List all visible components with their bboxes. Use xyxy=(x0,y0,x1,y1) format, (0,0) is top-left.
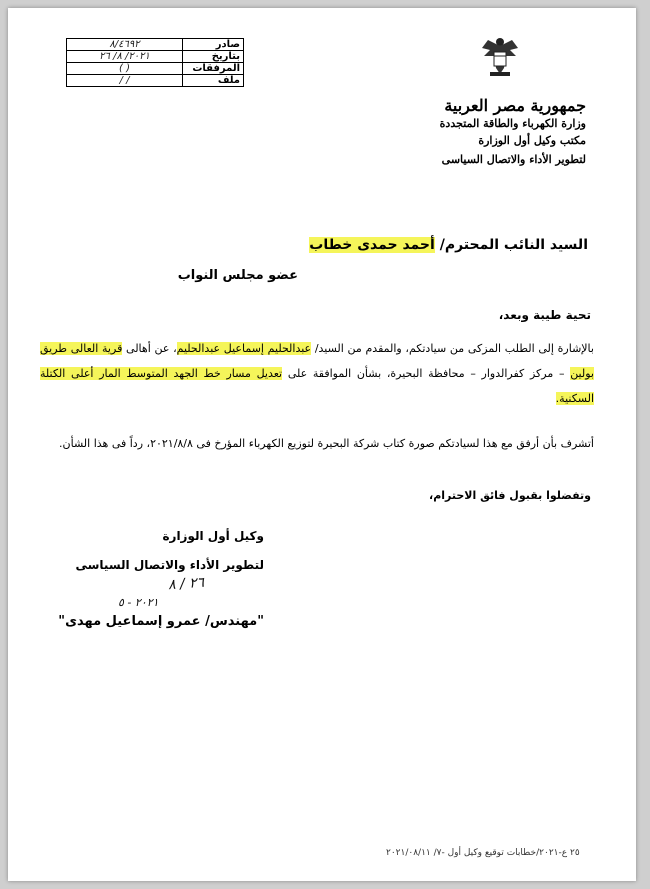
recipient-line xyxy=(309,237,588,253)
eagle-emblem-icon xyxy=(478,34,522,78)
reference-box xyxy=(66,38,244,87)
highlight-subject: تعديل مسار خط الجهد المتوسط المار أعلى الكتلة السكنية. xyxy=(40,367,594,405)
ref-row xyxy=(67,51,244,63)
ref-value: ٨/٤٦٩٢ xyxy=(67,39,183,51)
signatory-department: لتطوير الأداء والاتصال السياسى xyxy=(75,558,264,572)
paragraph-text: ، عن أهالى xyxy=(122,342,177,355)
ref-label: المرفقات xyxy=(183,63,244,75)
paragraph-attachment: أتشرف بأن أرفق مع هذا لسيادتكم صورة كتاب شركة البحيرة لتوزيع الكهرباء المؤرخ فى ٢٠٢١/٨/٨، رداً فى هذا الشأن. xyxy=(59,437,594,450)
ministry-name: وزارة الكهرباء والطاقة المتجددة xyxy=(439,117,586,130)
ref-row xyxy=(67,75,244,87)
greeting: تحية طيبة وبعد، xyxy=(498,308,591,322)
ref-value: ( ) xyxy=(67,63,183,75)
footer-reference: ٢٥ ع-٢٠٢١/خطابات توقيع وكيل أول -٧/ ٢٠٢١/٠٨/١١ xyxy=(386,848,580,858)
paragraph-request xyxy=(40,336,594,411)
recipient-title: السيد النائب المحترم/ xyxy=(439,237,588,253)
office-name: مكتب وكيل أول الوزارة xyxy=(478,134,586,147)
handwritten-date: ٢٦ / ٨ xyxy=(167,574,205,594)
paragraph-text: – مركز كفرالدوار – محافظة البحيرة، بشأن الموافقة على xyxy=(282,367,571,380)
highlight-village: قرية العالى طريق بولين xyxy=(40,342,594,380)
recipient-role: عضو مجلس النواب xyxy=(177,268,298,283)
department-name: لتطوير الأداء والاتصال السياسى xyxy=(441,153,586,166)
ref-row xyxy=(67,63,244,75)
recipient-name: أحمد حمدى خطاب xyxy=(309,237,435,253)
highlight-applicant: عبدالحليم إسماعيل عبدالحليم xyxy=(176,342,312,355)
handwritten-mark: ٢٠٢١ - ٥ xyxy=(118,596,159,609)
ref-value: / / xyxy=(67,75,183,87)
document-page xyxy=(8,8,636,881)
organization-header xyxy=(440,95,586,170)
ref-value: ٢٠٢١/ ٨/ ٢٦ xyxy=(67,51,183,63)
paragraph-text: بالإشارة إلى الطلب المزكى من سيادتكم، والمقدم من السيد/ xyxy=(311,342,594,355)
ref-row xyxy=(67,39,244,51)
country-name: جمهورية مصر العربية xyxy=(444,96,586,115)
ref-label: صادر xyxy=(183,39,244,51)
signatory-title: وكيل أول الوزارة xyxy=(162,529,264,543)
closing: وتفضلوا بقبول فائق الاحترام، xyxy=(429,489,591,502)
ref-label: ملف xyxy=(183,75,244,87)
signatory-name: "مهندس/ عمرو إسماعيل مهدى" xyxy=(58,614,264,629)
signature-block xyxy=(75,522,264,580)
ref-label: بتاريخ xyxy=(183,51,244,63)
